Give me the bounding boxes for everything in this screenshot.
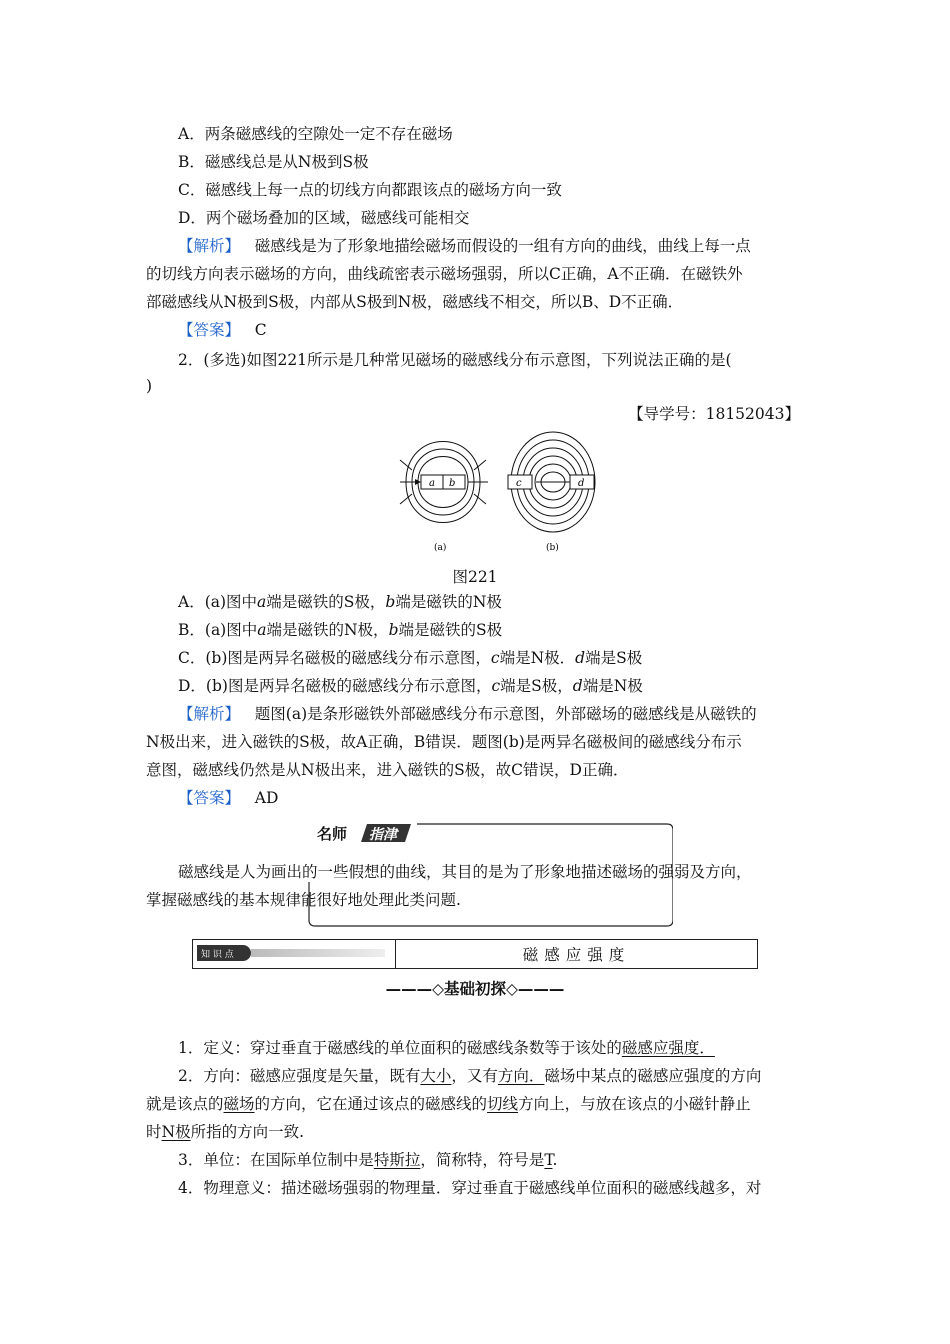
guide-number: 【导学号：18152043】: [628, 405, 800, 423]
analysis-text: 题图(a)是条形磁铁外部磁感线分布示意图，外部磁场的磁感线是从磁铁的: [254, 705, 757, 723]
q2-stem-line-2: ): [146, 377, 153, 395]
answer-tag: 【答案】: [178, 321, 241, 339]
label-a: a: [429, 478, 435, 489]
q1-option-a: A．两条磁感线的空隙处一定不存在磁场: [178, 125, 453, 143]
knowledge-badge-stripe: [251, 949, 385, 957]
point-2-direction-line-1: 2．方向：磁感应强度是矢量，既有大小，又有方向．磁场中某点的磁感应强度的方向: [178, 1067, 762, 1085]
answer-tag: 【答案】: [178, 789, 241, 807]
q1-analysis-line-1: [178, 236, 751, 256]
analysis-text: 磁感线是为了形象地描绘磁场而假设的一组有方向的曲线，曲线上每一点: [254, 237, 751, 255]
tip-line-1: 磁感线是人为画出的一些假想的曲线，其目的是为了形象地描述磁场的强弱及方向，: [178, 863, 752, 881]
answer-value: AD: [254, 789, 279, 807]
knowledge-point-bar: [192, 939, 758, 969]
point-2-direction-line-3: 时N极所指的方向一致.: [146, 1123, 305, 1141]
figure-caption: 图221: [452, 568, 498, 586]
label-d: d: [578, 478, 585, 489]
label-c: c: [516, 478, 522, 489]
q1-analysis-line-2: 的切线方向表示磁场的方向，曲线疏密表示磁场强弱，所以C正确，A不正确．在磁铁外: [146, 265, 743, 283]
tip-line-2: 掌握磁感线的基本规律能很好地处理此类问题.: [146, 891, 461, 909]
knowledge-badge-area: [193, 940, 396, 968]
point-2-direction-line-2: 就是该点的磁场的方向，它在通过该点的磁感线的切线方向上，与放在该点的小磁针静止: [146, 1095, 751, 1113]
analysis-tag: 【解析】: [178, 237, 241, 255]
q2-option-d: D．(b)图是两异名磁极的磁感线分布示意图，c端是S极，d端是N极: [178, 677, 643, 695]
knowledge-title: 磁感应强度: [522, 946, 631, 964]
tip-tab-label: 名师: [317, 825, 348, 843]
label-b: b: [449, 478, 456, 489]
q2-analysis-line-3: 意图，磁感线仍然是从N极出来，进入磁铁的S极，故C错误，D正确．: [146, 761, 629, 779]
knowledge-badge-label: 知 识 点: [201, 950, 234, 960]
q2-analysis-line-1: [178, 704, 757, 724]
q2-answer: [178, 788, 278, 808]
knowledge-badge: [197, 945, 251, 961]
point-3-unit: 3．单位：在国际单位制中是特斯拉，简称特，符号是T.: [178, 1151, 558, 1169]
q2-option-c: C．(b)图是两异名磁极的磁感线分布示意图，c端是N极．d端是S极: [178, 649, 643, 667]
point-4-meaning: 4．物理意义：描述磁场强弱的物理量．穿过垂直于磁感线单位面积的磁感线越多，对: [178, 1179, 762, 1197]
q2-option-a: A．(a)图中a端是磁铁的S极，b端是磁铁的N极: [178, 593, 502, 611]
section-subhead: ———◇基础初探◇———: [385, 980, 565, 998]
q1-analysis-line-3: 部磁感线从N极到S极，内部从S极到N极，磁感线不相交，所以B、D不正确．: [146, 293, 684, 311]
point-1-definition: 1．定义：穿过垂直于磁感线的单位面积的磁感线条数等于该处的磁感应强度．: [178, 1039, 715, 1057]
q2-stem-line-1: 2．(多选)如图221所示是几种常见磁场的磁感线分布示意图，下列说法正确的是(: [178, 351, 732, 369]
q2-option-b: B．(a)图中a端是磁铁的N极，b端是磁铁的S极: [178, 621, 503, 639]
tip-tab: [307, 822, 415, 844]
caption-a: (a): [434, 543, 447, 553]
q2-analysis-line-2: N极出来，进入磁铁的S极，故A正确，B错误．题图(b)是两异名磁极间的磁感线分布示: [146, 733, 742, 751]
q1-option-d: D．两个磁场叠加的区域，磁感线可能相交: [178, 209, 470, 227]
q1-option-c: C．磁感线上每一点的切线方向都跟该点的磁场方向一致: [178, 181, 562, 199]
answer-value: C: [254, 321, 267, 339]
magnetic-field-figure: [396, 430, 596, 556]
q1-option-b: B．磁感线总是从N极到S极: [178, 153, 369, 171]
q1-answer: [178, 320, 267, 340]
caption-b: (b): [546, 543, 559, 553]
tip-tab-highlight: 指津: [369, 827, 397, 843]
analysis-tag: 【解析】: [178, 705, 241, 723]
